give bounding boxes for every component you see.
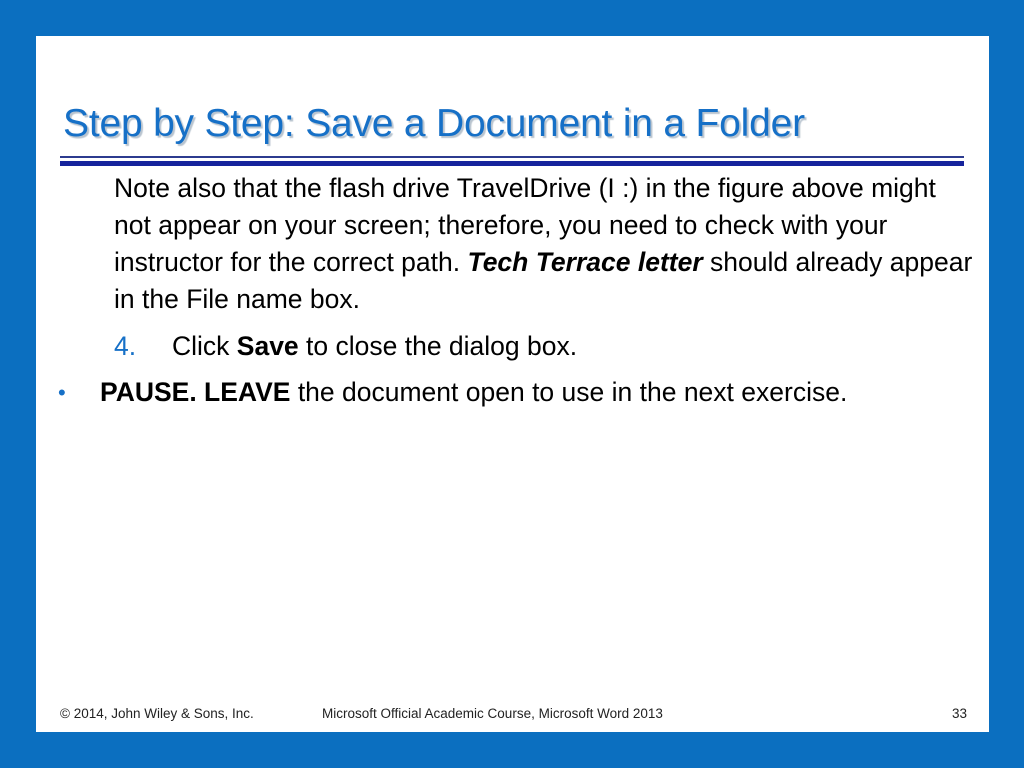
bullet-item [58,374,938,411]
bullet-rest: the document open to use in the next exercise. [290,377,848,407]
title-divider-thick [60,161,964,166]
footer-copyright: © 2014, John Wiley & Sons, Inc. [60,706,254,721]
note-text-part1: Note also that the flash drive TravelDrive (I :) in the figure above might not appear on your screen; therefore, you need to check with your instructor for the correct path. [114,173,936,277]
note-paragraph [114,170,974,318]
step-item [114,328,974,365]
bullet-bold: PAUSE. LEAVE [100,377,291,407]
slide-title: Step by Step: Save a Document in a Folder [63,102,805,145]
slide-card [36,36,989,732]
note-emphasis: Tech Terrace letter [467,247,703,277]
bullet-icon: • [58,380,66,405]
step-number: 4. [114,331,137,361]
title-divider-thin [60,156,964,158]
step-text-part1: Click [172,331,237,361]
note-text-part2: should already appear in the File name box. [114,247,973,314]
footer-course: Microsoft Official Academic Course, Microsoft Word 2013 [322,706,663,721]
footer-page-number: 33 [951,706,967,721]
bullet-text [58,374,938,411]
step-bold: Save [236,331,299,361]
step-text-part2: to close the dialog box. [298,331,578,361]
